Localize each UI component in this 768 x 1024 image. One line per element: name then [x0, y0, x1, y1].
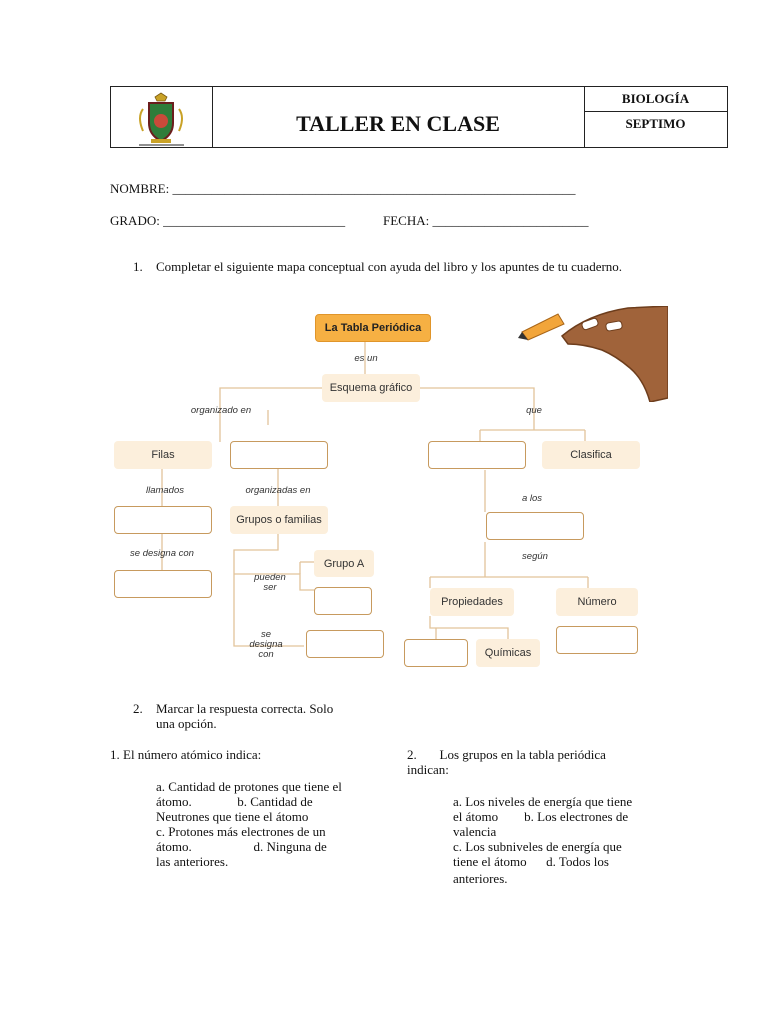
box-clasifica: Clasifica: [542, 441, 640, 469]
header-table: [110, 86, 728, 148]
question-a-line[interactable]: átomo. d. Ninguna de: [156, 839, 327, 854]
question-b-line[interactable]: anteriores.: [453, 871, 508, 886]
title-cell: [212, 87, 585, 147]
label-pueden-ser: pueden ser: [254, 572, 286, 593]
question-a-line[interactable]: c. Protones más electrones de un: [156, 824, 326, 839]
blank-box-5[interactable]: [114, 570, 212, 598]
question-b-title-line2: indican:: [407, 762, 449, 777]
question-a-line[interactable]: átomo. b. Cantidad de: [156, 794, 313, 809]
question-b-line[interactable]: el átomo b. Los electrones de: [453, 809, 629, 824]
q2-text-line2: una opción.: [156, 716, 217, 731]
blank-box-4[interactable]: [486, 512, 584, 540]
question-a-line[interactable]: Neutrones que tiene el átomo: [156, 809, 309, 824]
blank-box-2[interactable]: [428, 441, 526, 469]
box-filas: Filas: [114, 441, 212, 469]
question-b-title-line1: 2. Los grupos en la tabla periódica: [407, 747, 606, 762]
label-se-designa-con-2: se designa con: [249, 629, 283, 660]
question-a-line[interactable]: a. Cantidad de protones que tiene el: [156, 779, 342, 794]
label-que: que: [526, 405, 542, 416]
question-b-line[interactable]: valencia: [453, 824, 497, 839]
worksheet-title: TALLER EN CLASE: [296, 111, 500, 136]
box-esquema-grafico: Esquema gráfico: [322, 374, 420, 402]
blank-box-3[interactable]: [114, 506, 212, 534]
blank-box-7[interactable]: [306, 630, 384, 658]
label-segun: según: [522, 551, 548, 562]
logo-cell: [111, 87, 213, 147]
hand-pencil-icon: [518, 306, 668, 402]
q2-text-line1: Marcar la respuesta correcta. Solo: [156, 701, 334, 716]
box-grupo-a: Grupo A: [314, 550, 374, 577]
school-crest-icon: [111, 87, 212, 147]
date-field[interactable]: FECHA: ________________________: [383, 213, 589, 228]
blank-box-9[interactable]: [404, 639, 468, 667]
question-b-line[interactable]: a. Los niveles de energía que tiene: [453, 794, 633, 809]
box-numero: Número: [556, 588, 638, 616]
box-propiedades: Propiedades: [430, 588, 514, 616]
q1-number: 1.: [133, 259, 143, 274]
subject-label: BIOLOGÍA: [621, 91, 690, 106]
q1-text: Completar el siguiente mapa conceptual con ayuda del libro y los apuntes de tu cuaderno.: [156, 259, 623, 274]
label-se-designa-con: se designa con: [130, 548, 194, 559]
label-organizadas-en: organizadas en: [245, 485, 311, 496]
blank-box-6[interactable]: [314, 587, 372, 615]
subject-cell: [584, 87, 727, 147]
grade-field[interactable]: GRADO: ____________________________: [110, 213, 346, 228]
concept-map: [108, 300, 668, 674]
blank-box-1[interactable]: [230, 441, 328, 469]
blank-box-8[interactable]: [556, 626, 638, 654]
question-a-line[interactable]: las anteriores.: [156, 854, 229, 869]
box-grupos-familias: Grupos o familias: [230, 506, 328, 534]
question-a-title: 1. El número atómico indica:: [110, 747, 262, 762]
q2-number: 2.: [133, 701, 143, 716]
label-organizado-en: organizado en: [190, 405, 252, 416]
box-quimicas: Químicas: [476, 639, 540, 667]
label-es-un: es un: [354, 353, 378, 364]
name-field[interactable]: NOMBRE: ______________________________________________________________: [110, 181, 576, 196]
subject-row: [584, 87, 727, 112]
label-a-los: a los: [521, 493, 543, 504]
label-llamados: llamados: [145, 485, 185, 496]
grade-level-label: SEPTIMO: [625, 116, 686, 131]
map-title-box: La Tabla Periódica: [315, 314, 431, 342]
question-b-line[interactable]: tiene el átomo d. Todos los: [453, 854, 609, 869]
question-b-line[interactable]: c. Los subniveles de energía que: [453, 839, 622, 854]
